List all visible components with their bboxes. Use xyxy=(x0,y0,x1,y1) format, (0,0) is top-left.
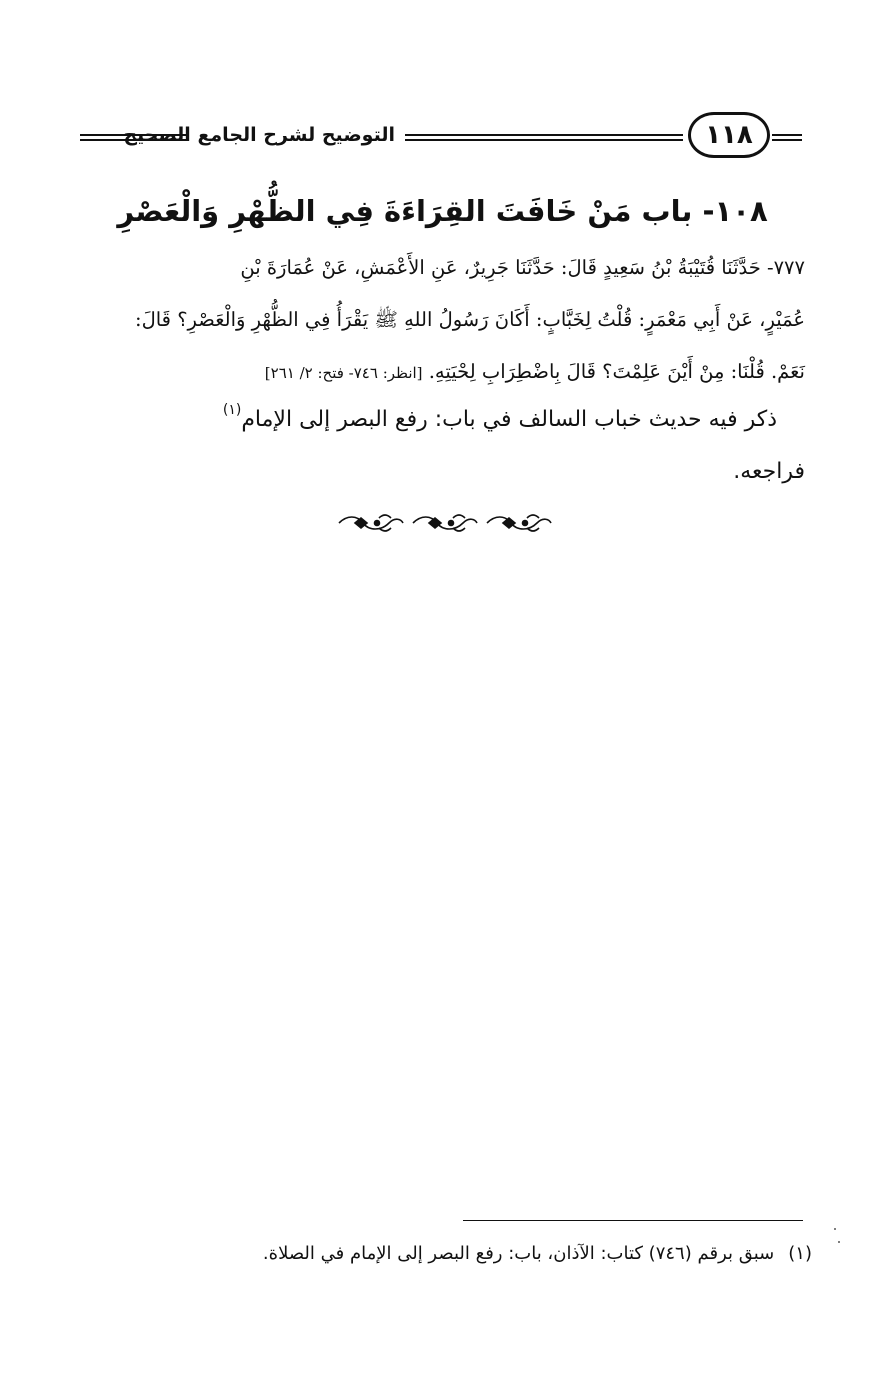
footnote-number: (١) xyxy=(788,1243,812,1264)
ornament-divider-icon xyxy=(333,506,555,540)
commentary-line-1-text: ذكر فيه حديث خباب السالف في باب: رفع البصر إلى الإمام xyxy=(241,407,777,432)
footnote-text: سبق برقم (٧٤٦) كتاب: الآذان، باب: رفع البصر إلى الإمام في الصلاة. xyxy=(262,1243,775,1264)
scan-speck xyxy=(834,1228,836,1230)
running-title: التوضيح لشرح الجامع الصحيح xyxy=(123,124,395,146)
scan-speck xyxy=(838,1241,840,1243)
page-number: ١١٨ xyxy=(705,120,753,150)
hadith-line-3 xyxy=(80,346,805,399)
chapter-heading: ١٠٨- باب مَنْ خَافَتَ القِرَاءَةَ فِي الظُّهْرِ وَالْعَصْرِ xyxy=(117,194,768,228)
commentary-line-1 xyxy=(80,394,805,446)
header-rule-middle xyxy=(405,134,683,141)
page-header xyxy=(80,112,805,162)
footnote-marker[interactable]: (١) xyxy=(222,402,242,418)
page-number-frame xyxy=(688,112,770,158)
hadith-line-2: عُمَيْرٍ، عَنْ أَبِي مَعْمَرٍ: قُلْتُ لِخَبَّابٍ: أَكَانَ رَسُولُ اللهِ ﷺ يَقْرَأُ فِي الظُّهْرِ وَالْعَصْرِ؟ قَالَ: xyxy=(135,308,805,331)
footnote-separator xyxy=(463,1220,803,1221)
hadith-line-3-text: نَعَمْ. قُلْنَا: مِنْ أَيْنَ عَلِمْتَ؟ قَالَ بِاضْطِرَابِ لِحْيَتِهِ. xyxy=(428,360,805,383)
hadith-line-1: ٧٧٧- حَدَّثَنَا قُتَيْبَةُ بْنُ سَعِيدٍ قَالَ: حَدَّثَنَا جَرِيرٌ، عَنِ الأَعْمَشِ، عَنْ عُمَارَةَ بْنِ xyxy=(240,256,805,279)
commentary-line-2: فراجعه. xyxy=(733,459,805,484)
hadith-text xyxy=(80,242,805,399)
hadith-reference: [انظر: ٧٤٦- فتح: ٢/ ٢٦١] xyxy=(264,364,423,382)
header-rule-right xyxy=(772,134,802,141)
footnote-1 xyxy=(80,1234,812,1274)
commentary-text xyxy=(80,394,805,498)
